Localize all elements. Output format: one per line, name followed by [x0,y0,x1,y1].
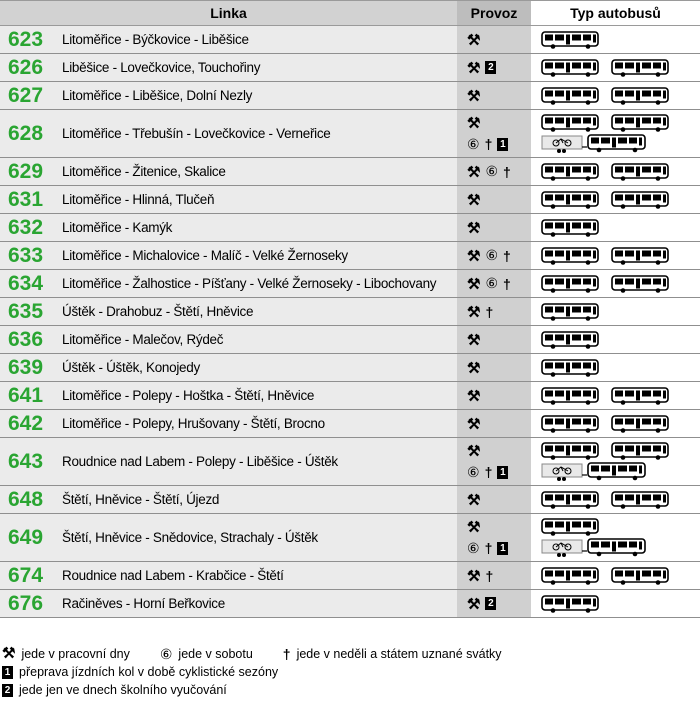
bus-icon [611,415,669,433]
bus-icon [541,59,599,77]
hammers-icon: ⚒ [467,275,481,293]
route-name: Litoměřice - Hlinná, Tlučeň [58,186,457,213]
provoz-cell [457,410,531,437]
bus-type-cell [531,590,700,617]
provoz-cell [457,590,531,617]
line-number: 627 [0,82,58,109]
table-row [0,214,700,242]
table-row [0,270,700,298]
cross-icon: † [282,646,291,662]
header-linka: Linka [0,1,457,25]
line-number: 623 [0,26,58,53]
bus-type-cell [531,486,700,513]
legend-line-3 [2,681,502,699]
line-number: 648 [0,486,58,513]
bus-type-cell [531,54,700,81]
route-name: Litoměřice - Kamýk [58,214,457,241]
bus-type-cell [531,158,700,185]
route-name: Roudnice nad Labem - Polepy - Liběšice - Úštěk [58,438,457,485]
route-name: Štětí, Hněvice - Snědovice, Strachaly - Úštěk [58,514,457,561]
line-number: 626 [0,54,58,81]
provoz-cell [457,110,531,157]
bus-type-cell [531,438,700,485]
cross-icon: † [503,163,511,180]
legend-line-1 [2,645,502,663]
line-number: 631 [0,186,58,213]
provoz-cell [457,382,531,409]
bus-icon [611,59,669,77]
route-name: Liběšice - Lovečkovice, Touchořiny [58,54,457,81]
table-row [0,54,700,82]
bus-icon [611,163,669,181]
provoz-cell [457,486,531,513]
legend-sunday: jede v neděli a státem uznané svátky [296,647,502,661]
bus-type-cell [531,270,700,297]
hammers-icon: ⚒ [467,491,481,509]
route-name: Úštěk - Drahobuz - Štětí, Hněvice [58,298,457,325]
route-name: Litoměřice - Býčkovice - Liběšice [58,26,457,53]
hammers-icon: ⚒ [467,219,481,237]
cross-icon: † [503,275,511,292]
cross-icon: † [485,567,494,584]
provoz-cell [457,438,531,485]
school-days-icon: 2 [485,597,496,610]
bus-icon [541,87,599,105]
bus-type-cell [531,214,700,241]
bus-icon [541,247,599,265]
line-number: 636 [0,326,58,353]
table-row [0,326,700,354]
bus-icon [541,31,599,49]
bus-icon [611,247,669,265]
bus-icon [541,191,599,209]
saturday-icon: ⑥ [485,247,499,263]
line-number: 632 [0,214,58,241]
table-row [0,410,700,438]
table-row [0,562,700,590]
route-name: Litoměřice - Polepy, Hrušovany - Štětí, Brocno [58,410,457,437]
saturday-icon: ⑥ [467,463,480,480]
cross-icon: † [484,136,493,153]
bike-transport-icon: 1 [497,542,508,555]
line-number: 676 [0,590,58,617]
provoz-cell [457,214,531,241]
hammers-icon: ⚒ [467,59,481,77]
bus-icon [611,442,669,460]
bus-icon [611,275,669,293]
route-name: Litoměřice - Žitenice, Skalice [58,158,457,185]
hammers-icon: ⚒ [467,595,481,613]
hammers-icon: ⚒ [467,247,481,265]
legend-saturday: jede v sobotu [178,647,253,661]
bus-icon [541,442,599,460]
line-number: 642 [0,410,58,437]
table-row [0,82,700,110]
provoz-cell [457,562,531,589]
bus-type-cell [531,410,700,437]
header-provoz: Provoz [457,1,531,25]
provoz-cell [457,54,531,81]
table-row [0,438,700,486]
table-row [0,26,700,54]
bus-icon [611,87,669,105]
table-row [0,110,700,158]
route-name: Račiněves - Horní Beřkovice [58,590,457,617]
bus-type-cell [531,354,700,381]
bus-type-cell [531,562,700,589]
school-days-icon: 2 [485,61,496,74]
route-name: Štětí, Hněvice - Štětí, Újezd [58,486,457,513]
provoz-cell [457,26,531,53]
bus-type-cell [531,186,700,213]
line-number: 628 [0,110,58,157]
bus-icon [611,567,669,585]
bus-icon [541,303,599,321]
table-row [0,298,700,326]
bus-icon [541,491,599,509]
bus-type-cell [531,110,700,157]
bus-icon [541,518,599,536]
cross-icon: † [484,540,493,557]
hammers-icon: ⚒ [467,567,481,585]
bus-with-bike-trailer-icon [541,538,647,558]
line-number: 674 [0,562,58,589]
bus-icon [611,191,669,209]
route-name: Litoměřice - Malečov, Rýdeč [58,326,457,353]
legend-bike: přeprava jízdních kol v době cyklistické sezóny [19,665,279,679]
provoz-cell [457,242,531,269]
saturday-icon: ⑥ [467,539,480,556]
bus-with-bike-trailer-icon [541,134,647,154]
cross-icon: † [503,247,511,264]
bus-icon [541,567,599,585]
hammers-icon: ⚒ [467,442,481,460]
line-number: 639 [0,354,58,381]
bike-transport-icon: 1 [497,466,508,479]
bus-icon [541,114,599,132]
route-name: Litoměřice - Michalovice - Malíč - Velké Žernoseky [58,242,457,269]
saturday-icon: ⑥ [485,163,499,179]
hammers-icon: ⚒ [467,331,481,349]
provoz-cell [457,186,531,213]
bus-icon [541,275,599,293]
route-name: Roudnice nad Labem - Krabčice - Štětí [58,562,457,589]
line-number: 633 [0,242,58,269]
route-name: Litoměřice - Třebušín - Lovečkovice - Verneřice [58,110,457,157]
bus-icon [541,359,599,377]
hammers-icon: ⚒ [467,518,481,536]
line-number: 641 [0,382,58,409]
hammers-icon: ⚒ [467,191,481,209]
saturday-icon: ⑥ [159,646,173,662]
hammers-icon: ⚒ [2,645,16,662]
provoz-cell [457,158,531,185]
table-row [0,158,700,186]
bus-icon [541,387,599,405]
table-row [0,486,700,514]
line-number: 629 [0,158,58,185]
table-row [0,186,700,214]
line-number: 643 [0,438,58,485]
legend-line-2 [2,663,502,681]
bus-type-cell [531,514,700,561]
line-number: 649 [0,514,58,561]
table-row [0,514,700,562]
bus-icon [541,331,599,349]
hammers-icon: ⚒ [467,415,481,433]
bus-type-cell [531,242,700,269]
line-number: 635 [0,298,58,325]
cross-icon: † [484,464,493,481]
bus-type-cell [531,326,700,353]
provoz-cell [457,354,531,381]
hammers-icon: ⚒ [467,87,481,105]
legend-school: jede jen ve dnech školního vyučování [19,683,227,697]
bus-type-cell [531,382,700,409]
saturday-icon: ⑥ [467,135,480,152]
header-typ-autobusu: Typ autobusů [531,1,700,25]
legend [2,645,502,699]
route-name: Litoměřice - Žalhostice - Píšťany - Velké Žernoseky - Libochovany [58,270,457,297]
bus-icon [611,387,669,405]
route-name: Litoměřice - Polepy - Hoštka - Štětí, Hněvice [58,382,457,409]
line-number: 634 [0,270,58,297]
legend-workdays: jede v pracovní dny [21,647,130,661]
bike-transport-icon: 1 [2,666,13,679]
bus-icon [541,163,599,181]
bus-icon [611,491,669,509]
route-name: Litoměřice - Liběšice, Dolní Nezly [58,82,457,109]
bus-type-cell [531,298,700,325]
table-header [0,0,700,26]
bus-type-cell [531,26,700,53]
hammers-icon: ⚒ [467,163,481,181]
table-row [0,590,700,618]
bus-type-cell [531,82,700,109]
provoz-cell [457,514,531,561]
bus-icon [541,595,599,613]
bus-icon [611,114,669,132]
hammers-icon: ⚒ [467,31,481,49]
hammers-icon: ⚒ [467,303,481,321]
bus-icon [541,415,599,433]
saturday-icon: ⑥ [485,275,499,291]
bus-icon [541,219,599,237]
bus-with-bike-trailer-icon [541,462,647,482]
bike-transport-icon: 1 [497,138,508,151]
table-row [0,354,700,382]
provoz-cell [457,298,531,325]
table-row [0,242,700,270]
provoz-cell [457,326,531,353]
provoz-cell [457,82,531,109]
table-body [0,26,700,618]
hammers-icon: ⚒ [467,359,481,377]
school-days-icon: 2 [2,684,13,697]
hammers-icon: ⚒ [467,114,481,132]
hammers-icon: ⚒ [467,387,481,405]
cross-icon: † [485,303,494,320]
table-row [0,382,700,410]
route-name: Úštěk - Úštěk, Konojedy [58,354,457,381]
provoz-cell [457,270,531,297]
